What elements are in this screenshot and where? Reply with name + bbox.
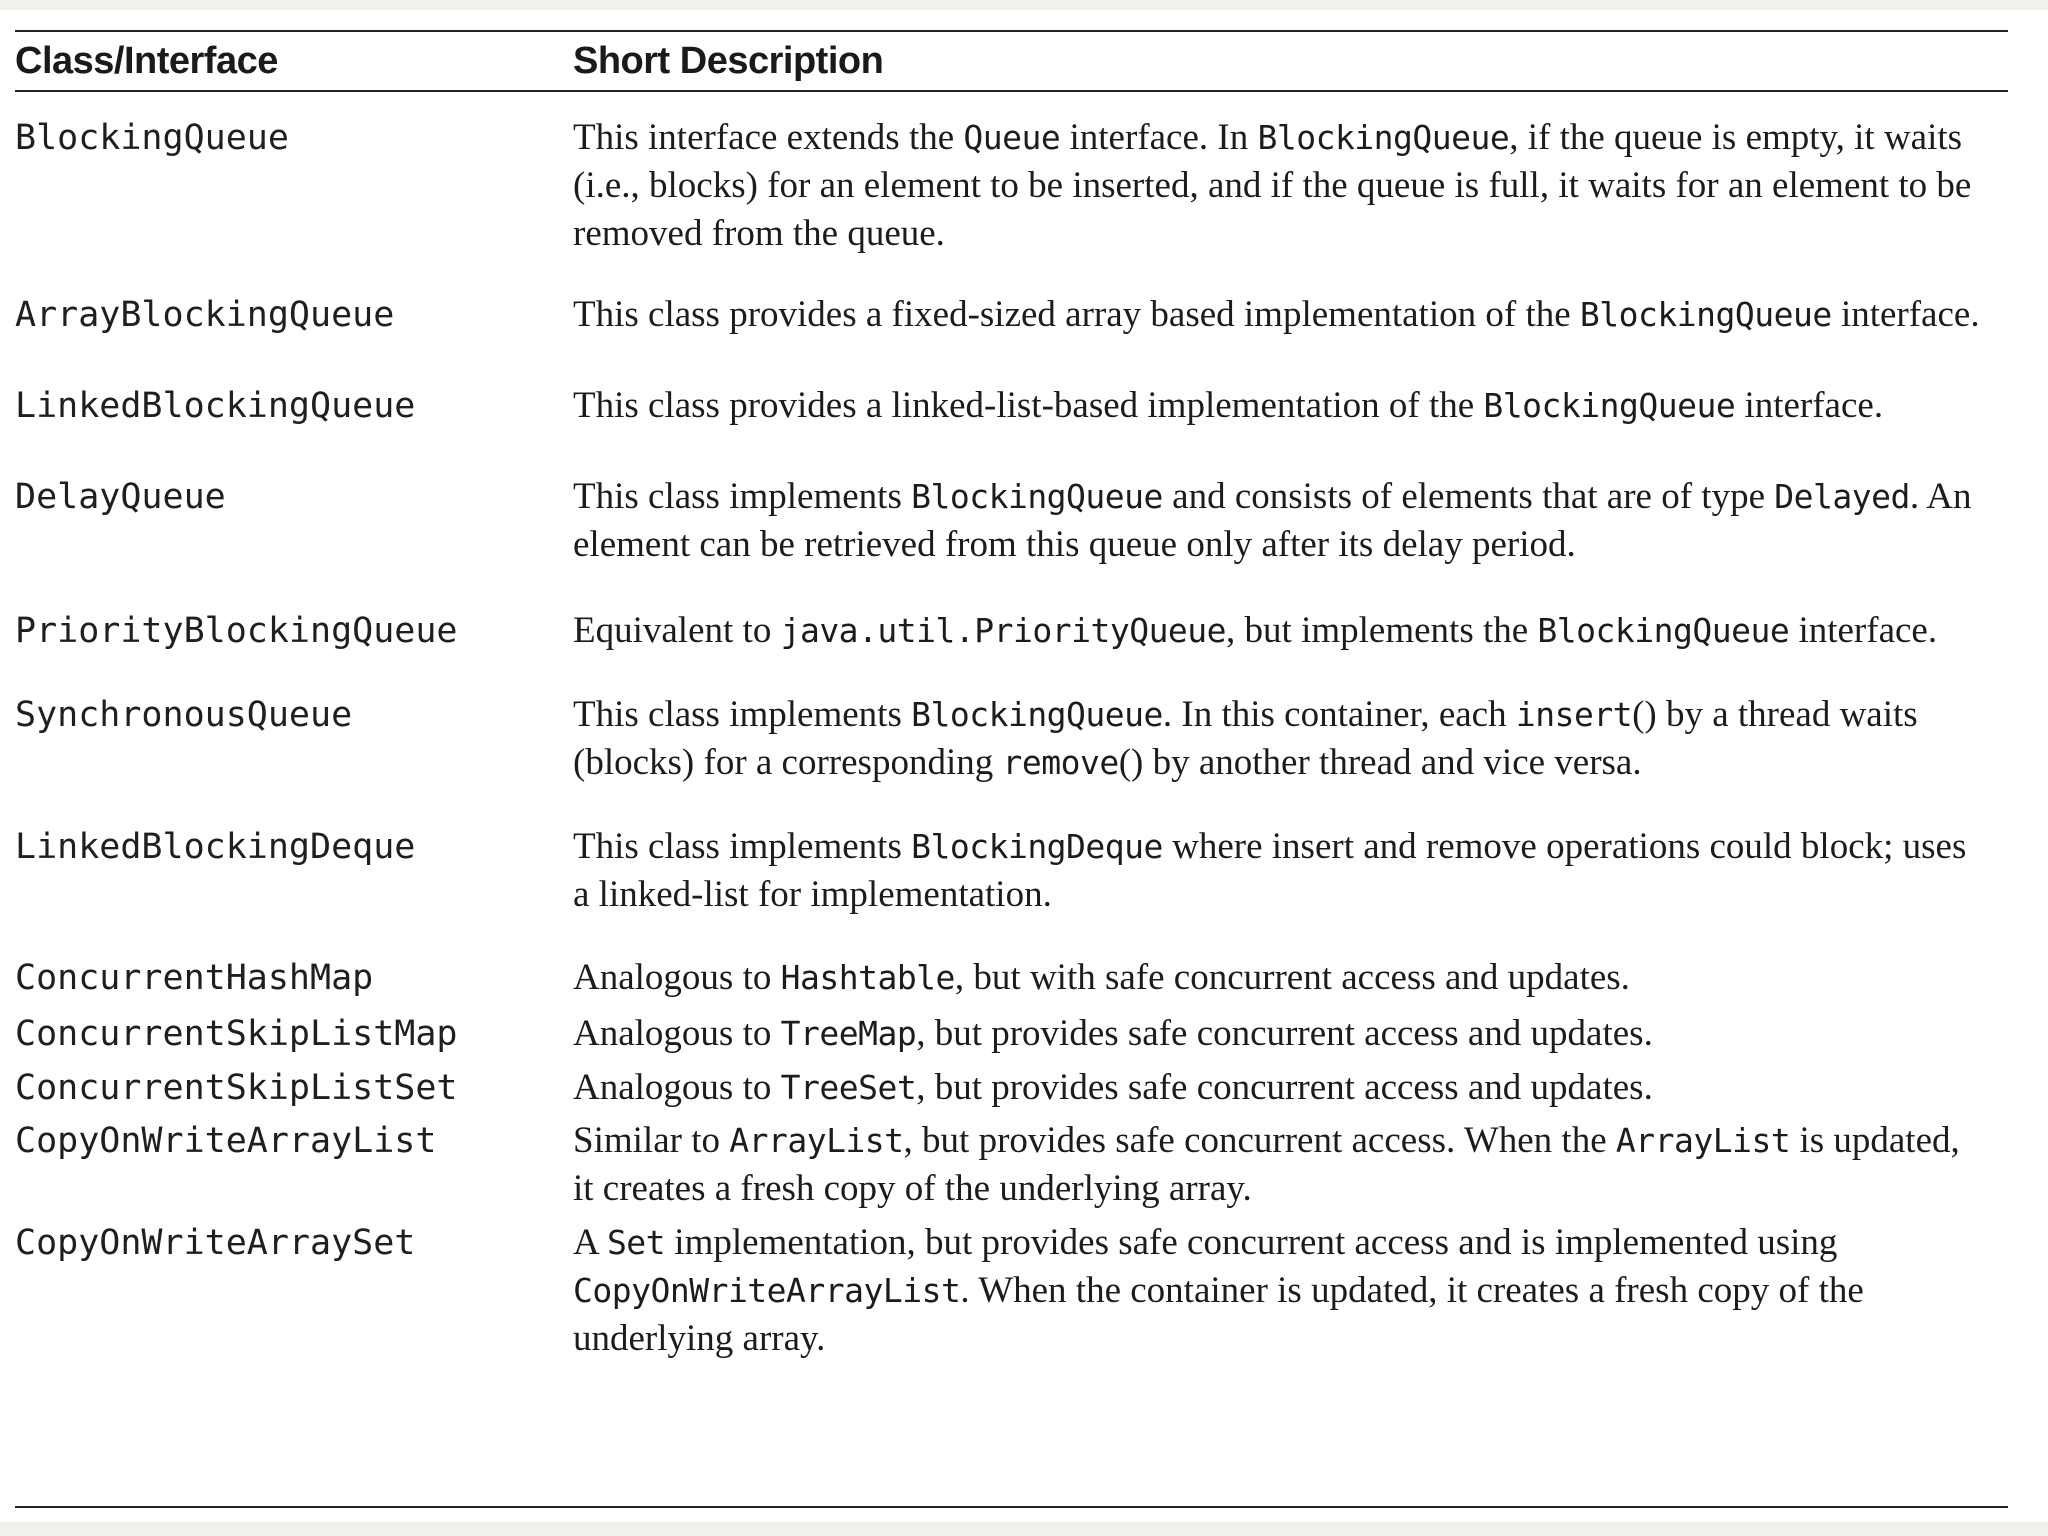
code-term: java.util.PriorityQueue	[780, 611, 1227, 650]
description-text: () by another thread and vice versa.	[1118, 742, 1642, 783]
description-text: , but implements the	[1226, 610, 1538, 651]
table-row	[15, 114, 2008, 258]
header-class-interface: Class/Interface	[15, 39, 278, 82]
code-term: TreeMap	[780, 1014, 917, 1053]
table-row	[15, 473, 2008, 569]
code-term: insert	[1515, 695, 1633, 734]
row-class-name: ConcurrentHashMap	[15, 958, 374, 998]
description-text: is updated, it creates a fresh copy of the underlying array.	[573, 1120, 1960, 1209]
code-term: ArrayList	[1615, 1121, 1791, 1160]
row-class-name: ConcurrentSkipListMap	[15, 1014, 458, 1054]
row-class-name: CopyOnWriteArraySet	[15, 1223, 416, 1263]
row-description	[573, 691, 2008, 787]
description-text: () by a thread waits (blocks) for a corresponding	[573, 694, 1918, 783]
code-term: remove	[1002, 743, 1119, 782]
row-class-name: LinkedBlockingDeque	[15, 827, 416, 867]
code-term: BlockingQueue	[1579, 295, 1832, 334]
description-text: interface.	[1831, 294, 1980, 335]
description-text: . When the container is updated, it creates a fresh copy of the underlying array.	[573, 1270, 1864, 1359]
description-text: Similar to	[573, 1120, 730, 1161]
row-description	[573, 473, 2008, 569]
row-description	[573, 1064, 2008, 1112]
code-term: BlockingQueue	[1483, 386, 1736, 425]
table-row	[15, 1064, 2008, 1112]
row-description	[573, 114, 2008, 258]
row-class-name: DelayQueue	[15, 477, 226, 517]
row-class-name: CopyOnWriteArrayList	[15, 1121, 437, 1161]
row-description	[573, 607, 2008, 655]
code-term: BlockingQueue	[1537, 611, 1790, 650]
code-term: TreeSet	[780, 1068, 917, 1107]
row-class-name: BlockingQueue	[15, 118, 289, 158]
table-row	[15, 1117, 2008, 1213]
description-text: interface.	[1789, 610, 1938, 651]
row-class-name: SynchronousQueue	[15, 695, 353, 735]
table-row	[15, 291, 2008, 339]
table-header-row	[15, 32, 2008, 90]
code-term: ArrayList	[729, 1121, 904, 1160]
row-class-name: ConcurrentSkipListSet	[15, 1068, 458, 1108]
table-row	[15, 691, 2008, 787]
description-text: This class implements	[573, 694, 912, 735]
concurrent-classes-table	[15, 30, 2008, 1363]
header-short-description: Short Description	[573, 39, 884, 82]
description-text: , but provides safe concurrent access and updates.	[916, 1013, 1653, 1054]
row-description	[573, 291, 2008, 339]
code-term: Set	[606, 1223, 666, 1262]
description-text: , but with safe concurrent access and updates.	[954, 957, 1630, 998]
table-row	[15, 607, 2008, 655]
description-text: , but provides safe concurrent access and updates.	[916, 1067, 1653, 1108]
code-term: Queue	[963, 118, 1061, 157]
row-description	[573, 823, 2008, 919]
description-text: This class implements	[573, 476, 912, 517]
row-description	[573, 954, 2008, 1002]
code-term: BlockingQueue	[911, 477, 1163, 516]
table-row	[15, 382, 2008, 430]
code-term: BlockingQueue	[1257, 118, 1510, 157]
description-text: This class provides a linked-list-based implementation of the	[573, 385, 1484, 426]
description-text: Analogous to	[573, 1067, 781, 1108]
row-description	[573, 382, 2008, 430]
description-text: implementation, but provides safe concurrent access and is implemented using	[665, 1222, 1838, 1263]
description-text: and consists of elements that are of type	[1162, 476, 1775, 517]
code-term: Hashtable	[780, 958, 955, 997]
description-text: where insert and remove operations could block; uses a linked-list for implementation.	[573, 826, 1967, 915]
description-text: Analogous to	[573, 957, 781, 998]
row-class-name: LinkedBlockingQueue	[15, 386, 416, 426]
description-text: This class provides a fixed-sized array based implementation of the	[573, 294, 1580, 335]
description-text: , if the queue is empty, it waits (i.e., blocks) for an element to be inserted, and if the queue is full, it waits for an element to be removed from the queue.	[573, 117, 1972, 254]
row-description	[573, 1117, 2008, 1213]
description-text: . In this container, each	[1162, 694, 1516, 735]
table-row	[15, 1010, 2008, 1058]
description-text: . An element can be retrieved from this queue only after its delay period.	[573, 476, 1972, 565]
code-term: Delayed	[1774, 477, 1910, 516]
table-row	[15, 823, 2008, 919]
row-class-name: PriorityBlockingQueue	[15, 611, 458, 651]
row-description	[573, 1219, 2008, 1363]
code-term: CopyOnWriteArrayList	[573, 1271, 961, 1310]
description-text: interface. In	[1060, 117, 1258, 158]
description-text: Analogous to	[573, 1013, 781, 1054]
row-class-name: ArrayBlockingQueue	[15, 295, 395, 335]
description-text: interface.	[1735, 385, 1884, 426]
table-body	[15, 92, 2008, 1363]
code-term: BlockingQueue	[911, 695, 1163, 734]
code-term: BlockingDeque	[911, 827, 1163, 866]
table-row	[15, 954, 2008, 1002]
table-row	[15, 1219, 2008, 1363]
description-text: Equivalent to	[573, 610, 781, 651]
row-description	[573, 1010, 2008, 1058]
table-bottom-rule	[15, 1506, 2008, 1508]
description-text: A	[573, 1222, 607, 1263]
description-text: , but provides safe concurrent access. When the	[903, 1120, 1616, 1161]
description-text: This class implements	[573, 826, 912, 867]
description-text: This interface extends the	[573, 117, 964, 158]
